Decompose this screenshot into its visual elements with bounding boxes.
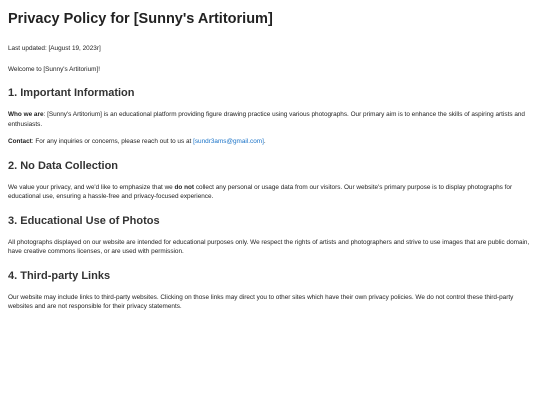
no-data-collection-paragraph: [8, 183, 532, 202]
who-we-are-paragraph: [8, 110, 532, 129]
contact-end: .: [263, 138, 266, 145]
welcome-text: Welcome to [Sunny's Artitorium]!: [8, 65, 101, 73]
section-heading-no-data-collection: 2. No Data Collection: [8, 159, 119, 172]
no-data-text-before: We value your privacy, and we'd like to emphasize that we: [8, 183, 175, 191]
last-updated-text: Last updated: [August 19, 2023r]: [8, 45, 101, 52]
who-we-are-text: : [Sunny's Artitorium] is an educational platform providing figure drawing practice using various photographs. Our primary aim is to enhance the skills of aspiring artists and enthusiasts.: [8, 111, 525, 128]
educational-use-paragraph: All photographs displayed on our website are intended for educational purposes only. We respect the rights of artists and photographers and strive to use images that are public domain, have creative commons licenses, or are used with permission.: [8, 238, 530, 255]
no-data-emphasis: do not: [174, 183, 195, 191]
contact-paragraph: [8, 137, 532, 147]
no-data-text-after: collect any personal or usage data from our visitors. Our website's primary purpose is to display photographs for educational use, ensuring a hassle-free and privacy-focused experience.: [8, 183, 513, 200]
contact-email-link[interactable]: [sundr3ams@gmail.com]: [193, 138, 264, 145]
section-heading-third-party-links: 4. Third-party Links: [8, 269, 111, 282]
who-we-are-label: Who we are: [8, 111, 44, 118]
third-party-links-paragraph: Our website may include links to third-party websites. Clicking on those links may direct you to other sites which have their own privacy policies. We do not control these third-party websites and are not responsible for their privacy statements.: [8, 293, 514, 310]
section-heading-important-information: 1. Important Information: [8, 87, 135, 99]
page-title: Privacy Policy for [Sunny's Artitorium]: [8, 11, 273, 27]
contact-label: Contact: [8, 138, 32, 145]
section-heading-educational-use: 3. Educational Use of Photos: [8, 214, 160, 227]
contact-text: : For any inquiries or concerns, please reach out to us at: [31, 138, 194, 145]
